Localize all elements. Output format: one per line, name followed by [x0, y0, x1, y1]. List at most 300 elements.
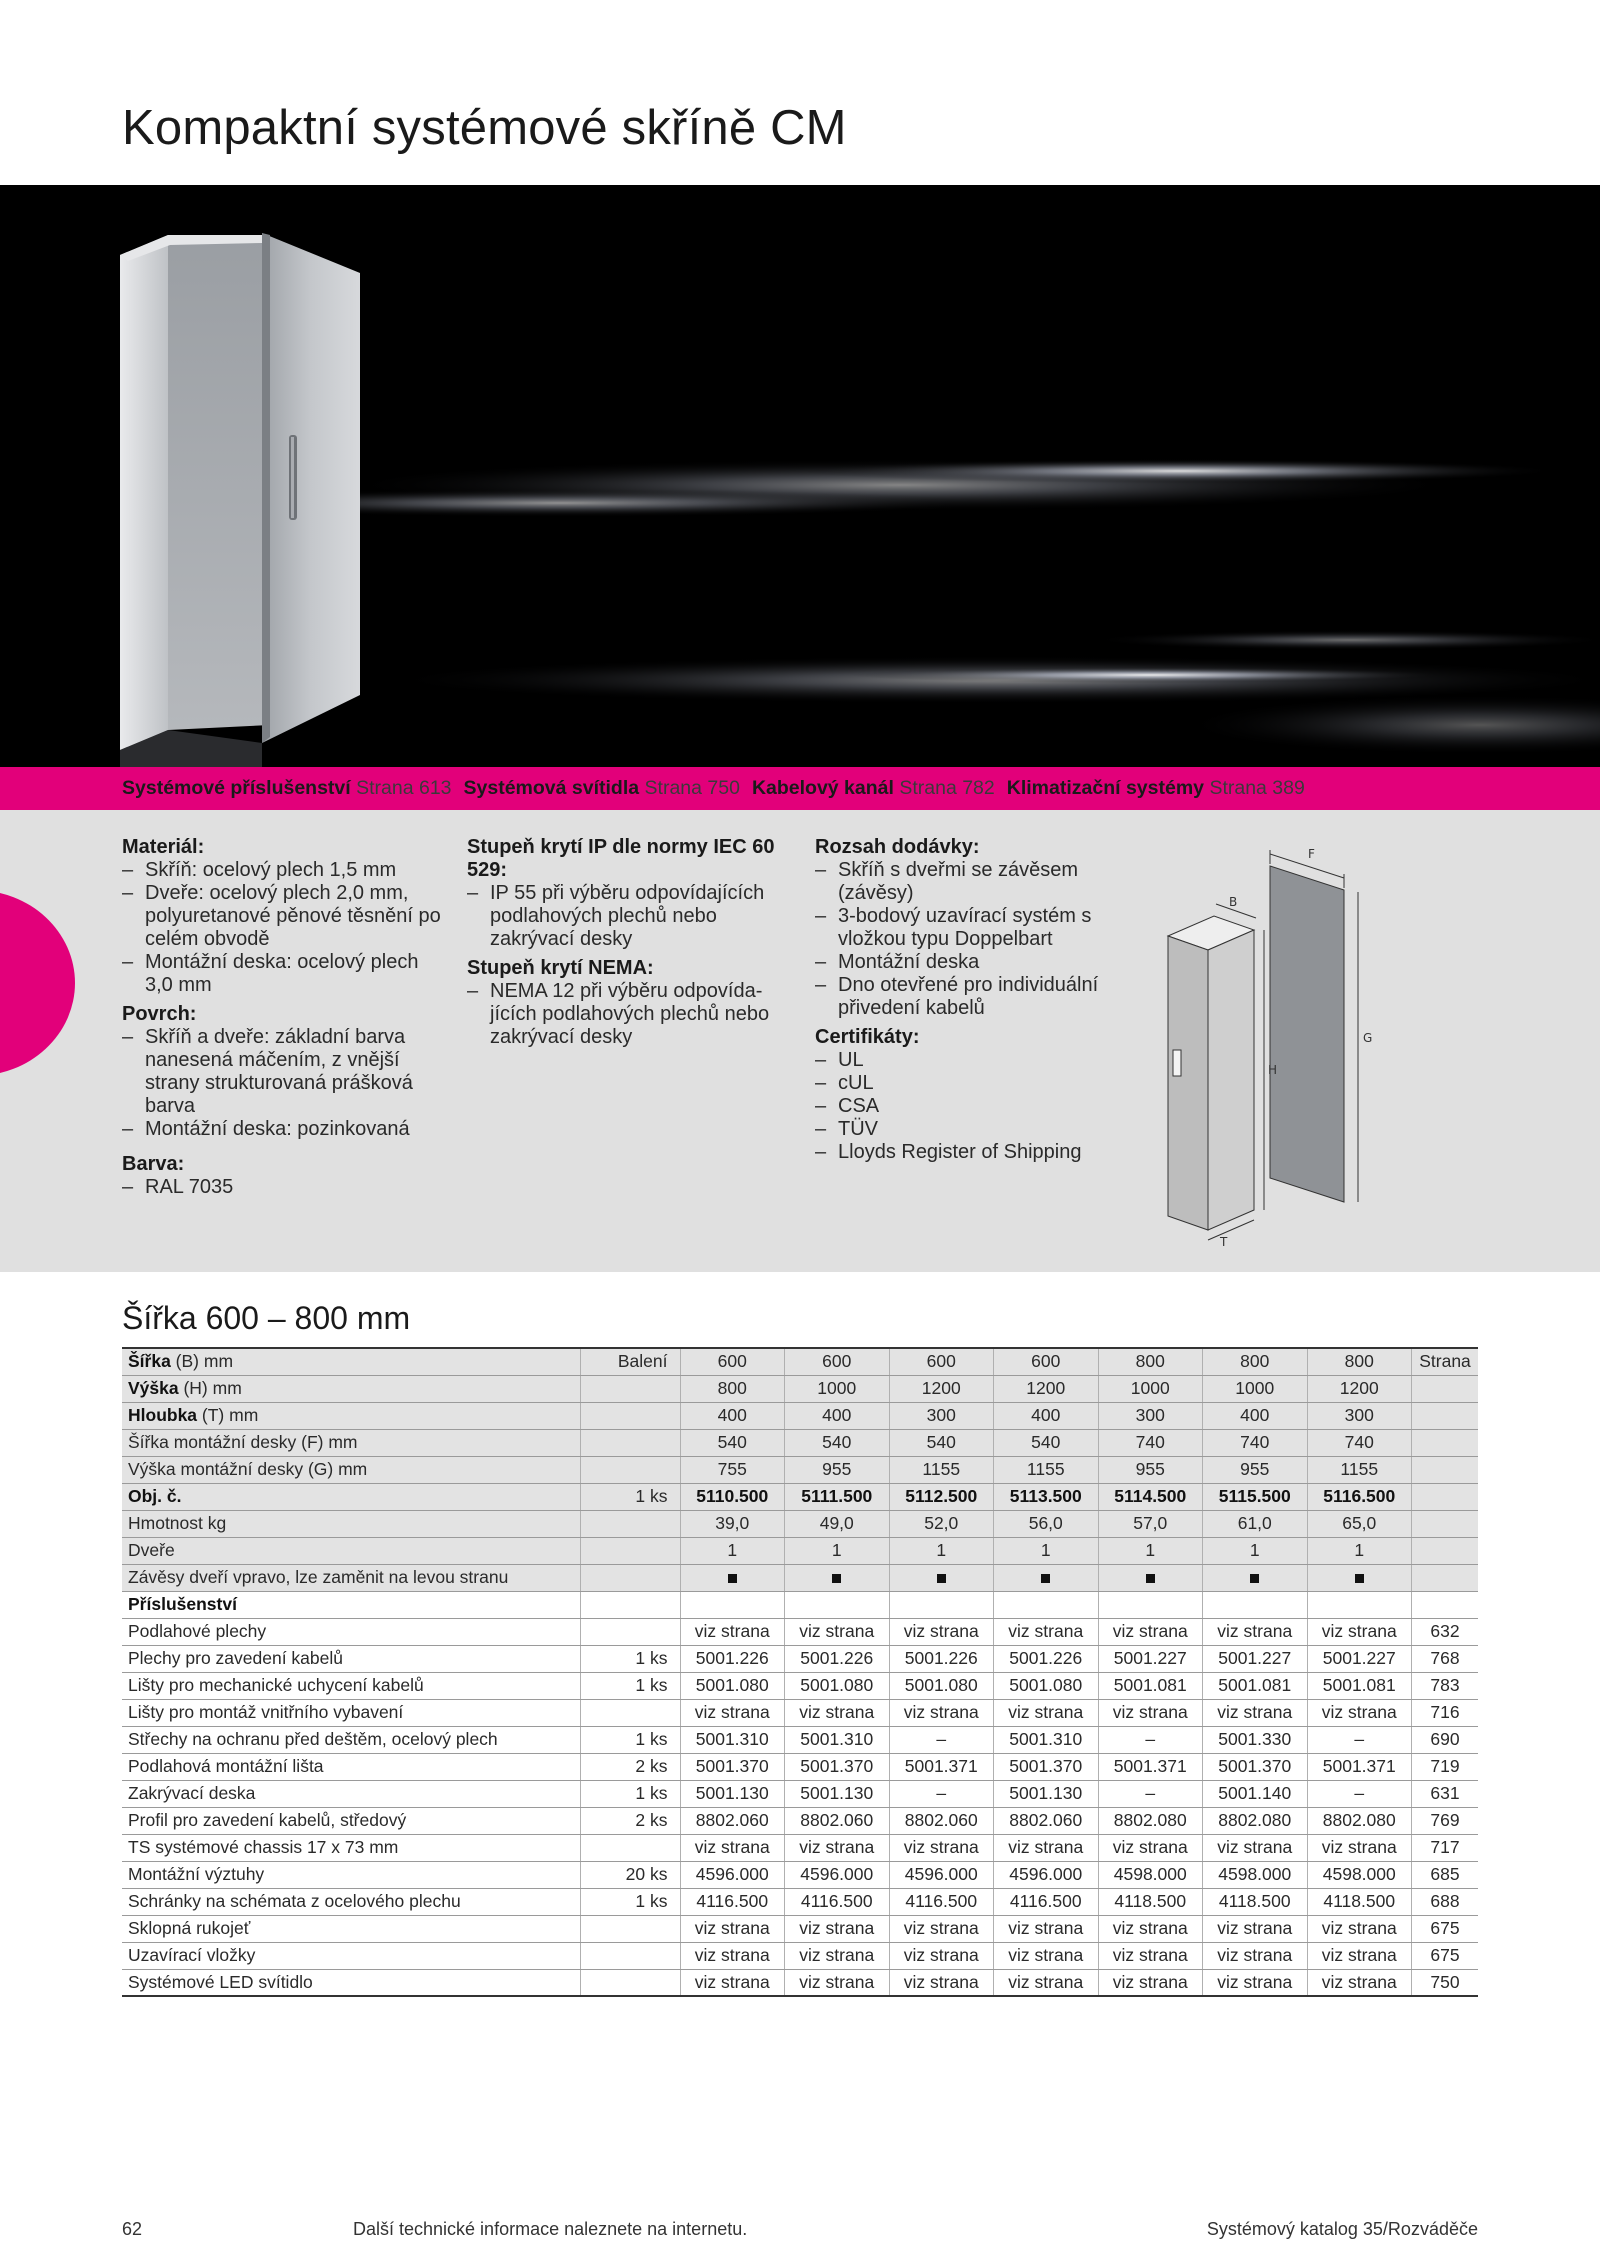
- packing-cell: [580, 1591, 680, 1618]
- accessory-bar: [0, 767, 1600, 810]
- accessory-link-climate-systems[interactable]: Klimatizační systémy Strana 389: [1006, 777, 1305, 799]
- dim-label-g: G: [1363, 1031, 1373, 1045]
- value-cell: 4116.500: [889, 1888, 994, 1915]
- value-cell: 8802.060: [680, 1807, 785, 1834]
- value-cell: 5001.080: [994, 1672, 1099, 1699]
- value-cell: 1200: [994, 1375, 1099, 1402]
- spec-column-protection: [467, 836, 792, 1055]
- value-cell: 1155: [1307, 1456, 1412, 1483]
- included-marker: [680, 1564, 785, 1591]
- value-cell: 4598.000: [1203, 1861, 1308, 1888]
- value-cell: 5114.500: [1098, 1483, 1203, 1510]
- spec-column-delivery: [815, 836, 1145, 1170]
- spec-item: – Dveře: ocelový plech 2,0 mm, polyuretanové pěnové těsnění po celém obvodě: [122, 882, 442, 951]
- square-bullet-icon: [1041, 1574, 1050, 1583]
- value-cell: 400: [994, 1402, 1099, 1429]
- table-row: [122, 1942, 1478, 1969]
- packing-cell: [580, 1456, 680, 1483]
- packing-cell: 1 ks: [580, 1672, 680, 1699]
- packing-cell: [580, 1699, 680, 1726]
- row-label: [122, 1402, 580, 1429]
- packing-cell: [580, 1834, 680, 1861]
- accessory-link-system-lights[interactable]: Systémová svítidla Strana 750: [463, 777, 740, 799]
- hero-product-image: [0, 185, 1600, 767]
- value-cell: 8802.080: [1098, 1807, 1203, 1834]
- value-cell: 5001.227: [1307, 1645, 1412, 1672]
- value-cell: viz strana: [889, 1915, 994, 1942]
- spec-heading: Certifikáty:: [815, 1026, 920, 1048]
- value-cell: 65,0: [1307, 1510, 1412, 1537]
- page-title: Kompaktní systémové skříně CM: [122, 101, 847, 155]
- page-ref-cell: [1412, 1564, 1479, 1591]
- row-label: [122, 1915, 580, 1942]
- value-cell: 4116.500: [785, 1888, 890, 1915]
- row-label: [122, 1456, 580, 1483]
- page-ref-cell: 719: [1412, 1753, 1479, 1780]
- value-cell: 300: [889, 1402, 994, 1429]
- value-cell: 1: [889, 1537, 994, 1564]
- included-marker: [1307, 1564, 1412, 1591]
- spec-heading: Stupeň krytí IP dle normy IEC 60 529:: [467, 836, 775, 881]
- value-cell: 1000: [1098, 1375, 1203, 1402]
- packing-cell: [580, 1915, 680, 1942]
- value-cell: 5001.371: [1098, 1753, 1203, 1780]
- table-row: [122, 1672, 1478, 1699]
- packing-cell: [580, 1429, 680, 1456]
- cabinet-dimension-diagram: [1150, 830, 1390, 1250]
- dim-label-f: F: [1308, 847, 1315, 861]
- table-row: [122, 1915, 1478, 1942]
- table-row: [122, 1510, 1478, 1537]
- value-cell: 4596.000: [994, 1861, 1099, 1888]
- value-cell: viz strana: [680, 1834, 785, 1861]
- value-cell: 5001.081: [1307, 1672, 1412, 1699]
- value-cell: viz strana: [994, 1699, 1099, 1726]
- square-bullet-icon: [1355, 1574, 1364, 1583]
- page-ref-cell: 750: [1412, 1969, 1479, 1996]
- spec-item: – IP 55 při výběru odpovídajících podlahových plechů nebo zakrývací desky: [467, 882, 792, 951]
- table-row: [122, 1726, 1478, 1753]
- value-cell: 5001.371: [889, 1753, 994, 1780]
- value-cell: 1000: [1203, 1375, 1308, 1402]
- value-cell: 1155: [994, 1456, 1099, 1483]
- value-cell: 755: [680, 1456, 785, 1483]
- table-row: [122, 1861, 1478, 1888]
- spec-item: – RAL 7035: [122, 1176, 442, 1199]
- value-cell: 800: [680, 1375, 785, 1402]
- value-cell: –: [1098, 1780, 1203, 1807]
- row-label: [122, 1591, 580, 1618]
- value-cell: 5001.080: [785, 1672, 890, 1699]
- value-cell: viz strana: [680, 1618, 785, 1645]
- packing-cell: [580, 1618, 680, 1645]
- value-cell: 5001.310: [994, 1726, 1099, 1753]
- value-cell: viz strana: [680, 1969, 785, 1996]
- row-label: [122, 1537, 580, 1564]
- row-label-text: Schránky na schémata z ocelového plechu: [128, 1891, 461, 1911]
- table-row: [122, 1402, 1478, 1429]
- packing-cell: 1 ks: [580, 1645, 680, 1672]
- value-cell: viz strana: [785, 1699, 890, 1726]
- value-cell: viz strana: [680, 1699, 785, 1726]
- value-cell: 5001.310: [680, 1726, 785, 1753]
- value-cell: 4598.000: [1307, 1861, 1412, 1888]
- spec-column-material: [122, 836, 442, 1205]
- table-row: [122, 1780, 1478, 1807]
- value-cell: 800: [1307, 1348, 1412, 1375]
- packing-cell: 20 ks: [580, 1861, 680, 1888]
- row-label-text: Výška montážní desky (G) mm: [128, 1459, 368, 1479]
- page-ref-cell: 716: [1412, 1699, 1479, 1726]
- value-cell: 5001.370: [785, 1753, 890, 1780]
- row-label-text: Montážní výztuhy: [128, 1864, 265, 1884]
- value-cell: 955: [785, 1456, 890, 1483]
- value-cell: 5001.081: [1098, 1672, 1203, 1699]
- value-cell: 4598.000: [1098, 1861, 1203, 1888]
- spec-heading: Rozsah dodávky:: [815, 836, 980, 858]
- row-label-bold: Hloubka: [128, 1405, 198, 1425]
- square-bullet-icon: [728, 1574, 737, 1583]
- page-ref-cell: [1412, 1483, 1479, 1510]
- dim-label-h: H: [1268, 1063, 1278, 1077]
- table-row: [122, 1834, 1478, 1861]
- spec-heading: Stupeň krytí NEMA:: [467, 957, 654, 979]
- value-cell: –: [889, 1780, 994, 1807]
- value-cell: viz strana: [785, 1942, 890, 1969]
- row-label-bold: Výška: [128, 1378, 179, 1398]
- row-label-text: Hmotnost kg: [128, 1513, 227, 1533]
- spec-panel: [0, 810, 1600, 1272]
- accessory-link-cable-duct[interactable]: Kabelový kanál Strana 782: [751, 777, 995, 799]
- row-label: [122, 1618, 580, 1645]
- value-cell: 1: [1307, 1537, 1412, 1564]
- table-row: [122, 1429, 1478, 1456]
- value-cell: 4118.500: [1307, 1888, 1412, 1915]
- value-cell: viz strana: [1307, 1618, 1412, 1645]
- row-label: [122, 1834, 580, 1861]
- value-cell: viz strana: [680, 1915, 785, 1942]
- packing-cell: [580, 1564, 680, 1591]
- value-cell: viz strana: [785, 1915, 890, 1942]
- value-cell: 1: [1203, 1537, 1308, 1564]
- square-bullet-icon: [832, 1574, 841, 1583]
- row-label-bold: Šířka: [128, 1351, 171, 1372]
- value-cell: viz strana: [994, 1969, 1099, 1996]
- row-label: [122, 1672, 580, 1699]
- value-cell: 1: [785, 1537, 890, 1564]
- packing-cell: [580, 1510, 680, 1537]
- value-cell: 540: [889, 1429, 994, 1456]
- row-label: [122, 1942, 580, 1969]
- page-ref-cell: 783: [1412, 1672, 1479, 1699]
- included-marker: [1098, 1564, 1203, 1591]
- page-ref-cell: 768: [1412, 1645, 1479, 1672]
- row-label-text: Šířka montážní desky (F) mm: [128, 1432, 358, 1452]
- row-label-text: Podlahové plechy: [128, 1621, 267, 1641]
- value-cell: 1: [680, 1537, 785, 1564]
- value-cell: viz strana: [1307, 1699, 1412, 1726]
- spec-item: – Montážní deska: ocelový plech 3,0 mm: [122, 951, 442, 997]
- value-cell: 5001.370: [680, 1753, 785, 1780]
- value-cell: viz strana: [1307, 1969, 1412, 1996]
- row-label: [122, 1888, 580, 1915]
- value-cell: 5001.081: [1203, 1672, 1308, 1699]
- page-ref-cell: 717: [1412, 1834, 1479, 1861]
- dim-label-t: T: [1220, 1235, 1228, 1249]
- value-cell: 49,0: [785, 1510, 890, 1537]
- value-cell: 5001.226: [680, 1645, 785, 1672]
- value-cell: 5111.500: [785, 1483, 890, 1510]
- value-cell: viz strana: [1307, 1942, 1412, 1969]
- page-ref-cell: [1412, 1510, 1479, 1537]
- value-cell: 4116.500: [680, 1888, 785, 1915]
- value-cell: [680, 1591, 785, 1618]
- table-row: [122, 1348, 1478, 1375]
- value-cell: viz strana: [889, 1942, 994, 1969]
- row-label: [122, 1348, 580, 1375]
- value-cell: 1200: [1307, 1375, 1412, 1402]
- value-cell: 5001.227: [1203, 1645, 1308, 1672]
- page-ref-cell: 675: [1412, 1942, 1479, 1969]
- page-ref-cell: [1412, 1402, 1479, 1429]
- spec-item: – CSA: [815, 1095, 1145, 1118]
- value-cell: 400: [680, 1402, 785, 1429]
- value-cell: 1000: [785, 1375, 890, 1402]
- row-label: [122, 1753, 580, 1780]
- page-ref-cell: 632: [1412, 1618, 1479, 1645]
- page-ref-cell: 631: [1412, 1780, 1479, 1807]
- value-cell: 540: [994, 1429, 1099, 1456]
- value-cell: 5116.500: [1307, 1483, 1412, 1510]
- spec-item: – cUL: [815, 1072, 1145, 1095]
- page-number: 62: [122, 2219, 143, 2239]
- row-label: [122, 1726, 580, 1753]
- square-bullet-icon: [1250, 1574, 1259, 1583]
- spec-item: – Skříň: ocelový plech 1,5 mm: [122, 859, 442, 882]
- value-cell: 740: [1307, 1429, 1412, 1456]
- table-row: [122, 1618, 1478, 1645]
- row-label-text: Systémové LED svítidlo: [128, 1971, 313, 1992]
- value-cell: 5001.130: [785, 1780, 890, 1807]
- packing-cell: [580, 1537, 680, 1564]
- footer-info: Další technické informace naleznete na internetu.: [353, 2219, 748, 2239]
- row-label: [122, 1564, 580, 1591]
- value-cell: viz strana: [1307, 1834, 1412, 1861]
- row-label-text: (T) mm: [197, 1405, 259, 1425]
- row-label-text: Podlahová montážní lišta: [128, 1756, 324, 1776]
- product-table: [122, 1347, 1478, 1997]
- table-row: [122, 1699, 1478, 1726]
- spec-item: – TÜV: [815, 1118, 1145, 1141]
- row-label: [122, 1969, 580, 1996]
- included-marker: [785, 1564, 890, 1591]
- value-cell: 5001.370: [994, 1753, 1099, 1780]
- spec-heading: Povrch:: [122, 1003, 197, 1025]
- spec-item: – UL: [815, 1049, 1145, 1072]
- row-label-text: Střechy na ochranu před deštěm, ocelový plech: [128, 1729, 498, 1749]
- value-cell: 5001.226: [785, 1645, 890, 1672]
- spec-item: – Montážní deska: [815, 951, 1145, 974]
- row-label-bold: Obj. č.: [128, 1486, 182, 1506]
- row-label-bold: Příslušenství: [128, 1594, 237, 1614]
- value-cell: 1200: [889, 1375, 994, 1402]
- row-label-text: Zakrývací deska: [128, 1783, 256, 1803]
- dimension-drawing: [1150, 830, 1390, 1255]
- value-cell: viz strana: [1307, 1915, 1412, 1942]
- value-cell: 740: [1098, 1429, 1203, 1456]
- value-cell: viz strana: [1098, 1834, 1203, 1861]
- value-cell: viz strana: [889, 1699, 994, 1726]
- value-cell: 800: [1203, 1348, 1308, 1375]
- value-cell: viz strana: [1203, 1618, 1308, 1645]
- value-cell: 4118.500: [1203, 1888, 1308, 1915]
- row-label-text: Profil pro zavedení kabelů, středový: [128, 1810, 407, 1830]
- value-cell: [889, 1591, 994, 1618]
- table-row: [122, 1375, 1478, 1402]
- value-cell: 600: [889, 1348, 994, 1375]
- row-label-text: Dveře: [128, 1540, 175, 1560]
- accessory-link-system-accessories[interactable]: Systémové příslušenství Strana 613: [122, 777, 452, 799]
- value-cell: 5001.130: [680, 1780, 785, 1807]
- value-cell: 955: [1203, 1456, 1308, 1483]
- value-cell: viz strana: [994, 1915, 1099, 1942]
- value-cell: viz strana: [680, 1942, 785, 1969]
- row-label-text: (H) mm: [178, 1378, 242, 1398]
- value-cell: 4116.500: [994, 1888, 1099, 1915]
- value-cell: 8802.060: [785, 1807, 890, 1834]
- value-cell: 5001.370: [1203, 1753, 1308, 1780]
- page-ref-cell: 688: [1412, 1888, 1479, 1915]
- value-cell: 5001.130: [994, 1780, 1099, 1807]
- row-label-text: Závěsy dveří vpravo, lze zaměnit na levou stranu: [128, 1567, 509, 1587]
- square-bullet-icon: [937, 1574, 946, 1583]
- row-label-text: Lišty pro mechanické uchycení kabelů: [128, 1675, 424, 1695]
- value-cell: 5001.080: [680, 1672, 785, 1699]
- table-row: [122, 1888, 1478, 1915]
- value-cell: viz strana: [1098, 1915, 1203, 1942]
- row-label: [122, 1645, 580, 1672]
- row-label: [122, 1861, 580, 1888]
- value-cell: [1307, 1591, 1412, 1618]
- included-marker: [1203, 1564, 1308, 1591]
- value-cell: 8802.060: [889, 1807, 994, 1834]
- value-cell: –: [1098, 1726, 1203, 1753]
- table-row: [122, 1483, 1478, 1510]
- value-cell: 4118.500: [1098, 1888, 1203, 1915]
- page-ref-cell: 769: [1412, 1807, 1479, 1834]
- table-row: [122, 1807, 1478, 1834]
- row-label-text: (B) mm: [170, 1351, 234, 1372]
- packing-cell: [580, 1375, 680, 1402]
- packing-cell: 1 ks: [580, 1483, 680, 1510]
- value-cell: [1203, 1591, 1308, 1618]
- value-cell: 1: [1098, 1537, 1203, 1564]
- value-cell: 5001.080: [889, 1672, 994, 1699]
- value-cell: 8802.060: [994, 1807, 1099, 1834]
- page-ref-cell: 675: [1412, 1915, 1479, 1942]
- row-label-text: TS systémové chassis 17 x 73 mm: [128, 1837, 399, 1857]
- value-cell: 1: [994, 1537, 1099, 1564]
- packing-cell: 2 ks: [580, 1753, 680, 1780]
- value-cell: 8802.080: [1203, 1807, 1308, 1834]
- value-cell: viz strana: [1203, 1915, 1308, 1942]
- value-cell: viz strana: [1203, 1699, 1308, 1726]
- packing-cell: 1 ks: [580, 1780, 680, 1807]
- value-cell: 5110.500: [680, 1483, 785, 1510]
- value-cell: 400: [785, 1402, 890, 1429]
- spec-heading: Materiál:: [122, 836, 205, 858]
- value-cell: –: [889, 1726, 994, 1753]
- spec-item: – Lloyds Register of Shipping: [815, 1141, 1145, 1164]
- value-cell: –: [1307, 1726, 1412, 1753]
- spec-heading: Barva:: [122, 1153, 185, 1175]
- row-label-text: Plechy pro zavedení kabelů: [128, 1648, 343, 1668]
- row-label: [122, 1699, 580, 1726]
- value-cell: 740: [1203, 1429, 1308, 1456]
- value-cell: viz strana: [994, 1618, 1099, 1645]
- value-cell: 600: [680, 1348, 785, 1375]
- page-ref-cell: [1412, 1375, 1479, 1402]
- value-cell: 4596.000: [785, 1861, 890, 1888]
- packing-cell: [580, 1942, 680, 1969]
- value-cell: 1155: [889, 1456, 994, 1483]
- packing-cell: 1 ks: [580, 1888, 680, 1915]
- value-cell: 955: [1098, 1456, 1203, 1483]
- row-label-text: Sklopná rukojeť: [128, 1918, 251, 1938]
- included-marker: [994, 1564, 1099, 1591]
- row-label: [122, 1780, 580, 1807]
- value-cell: –: [1307, 1780, 1412, 1807]
- row-label: [122, 1375, 580, 1402]
- value-cell: viz strana: [785, 1969, 890, 1996]
- row-label: [122, 1429, 580, 1456]
- value-cell: viz strana: [1098, 1942, 1203, 1969]
- square-bullet-icon: [1146, 1574, 1155, 1583]
- row-label: [122, 1483, 580, 1510]
- page-ref-cell: [1412, 1537, 1479, 1564]
- spec-item: – NEMA 12 při výběru odpovída-jících podlahových plechů nebo zakrývací desky: [467, 980, 792, 1049]
- included-marker: [889, 1564, 994, 1591]
- spec-item: – 3-bodový uzavírací systém s vložkou typu Doppelbart: [815, 905, 1145, 951]
- spec-item: – Dno otevřené pro individuální přivedení kabelů: [815, 974, 1145, 1020]
- spec-item: – Skříň a dveře: základní barva nanesená máčením, z vnější strany strukturovaná prášková barva: [122, 1026, 442, 1118]
- value-cell: 800: [1098, 1348, 1203, 1375]
- packing-cell: [580, 1402, 680, 1429]
- table-row: [122, 1591, 1478, 1618]
- row-label: [122, 1807, 580, 1834]
- value-cell: viz strana: [994, 1942, 1099, 1969]
- spec-item: – Skříň s dveřmi se závěsem (závěsy): [815, 859, 1145, 905]
- value-cell: 5113.500: [994, 1483, 1099, 1510]
- value-cell: 540: [680, 1429, 785, 1456]
- value-cell: 4596.000: [889, 1861, 994, 1888]
- spec-item: – Montážní deska: pozinkovaná: [122, 1118, 442, 1141]
- value-cell: viz strana: [994, 1834, 1099, 1861]
- value-cell: 5001.330: [1203, 1726, 1308, 1753]
- value-cell: 39,0: [680, 1510, 785, 1537]
- table-row: [122, 1537, 1478, 1564]
- value-cell: viz strana: [1098, 1618, 1203, 1645]
- value-cell: 5001.371: [1307, 1753, 1412, 1780]
- table-row: [122, 1753, 1478, 1780]
- value-cell: 61,0: [1203, 1510, 1308, 1537]
- table-row: [122, 1969, 1478, 1996]
- row-label: [122, 1510, 580, 1537]
- value-cell: 540: [785, 1429, 890, 1456]
- value-cell: [785, 1591, 890, 1618]
- table-row: [122, 1564, 1478, 1591]
- value-cell: viz strana: [1203, 1942, 1308, 1969]
